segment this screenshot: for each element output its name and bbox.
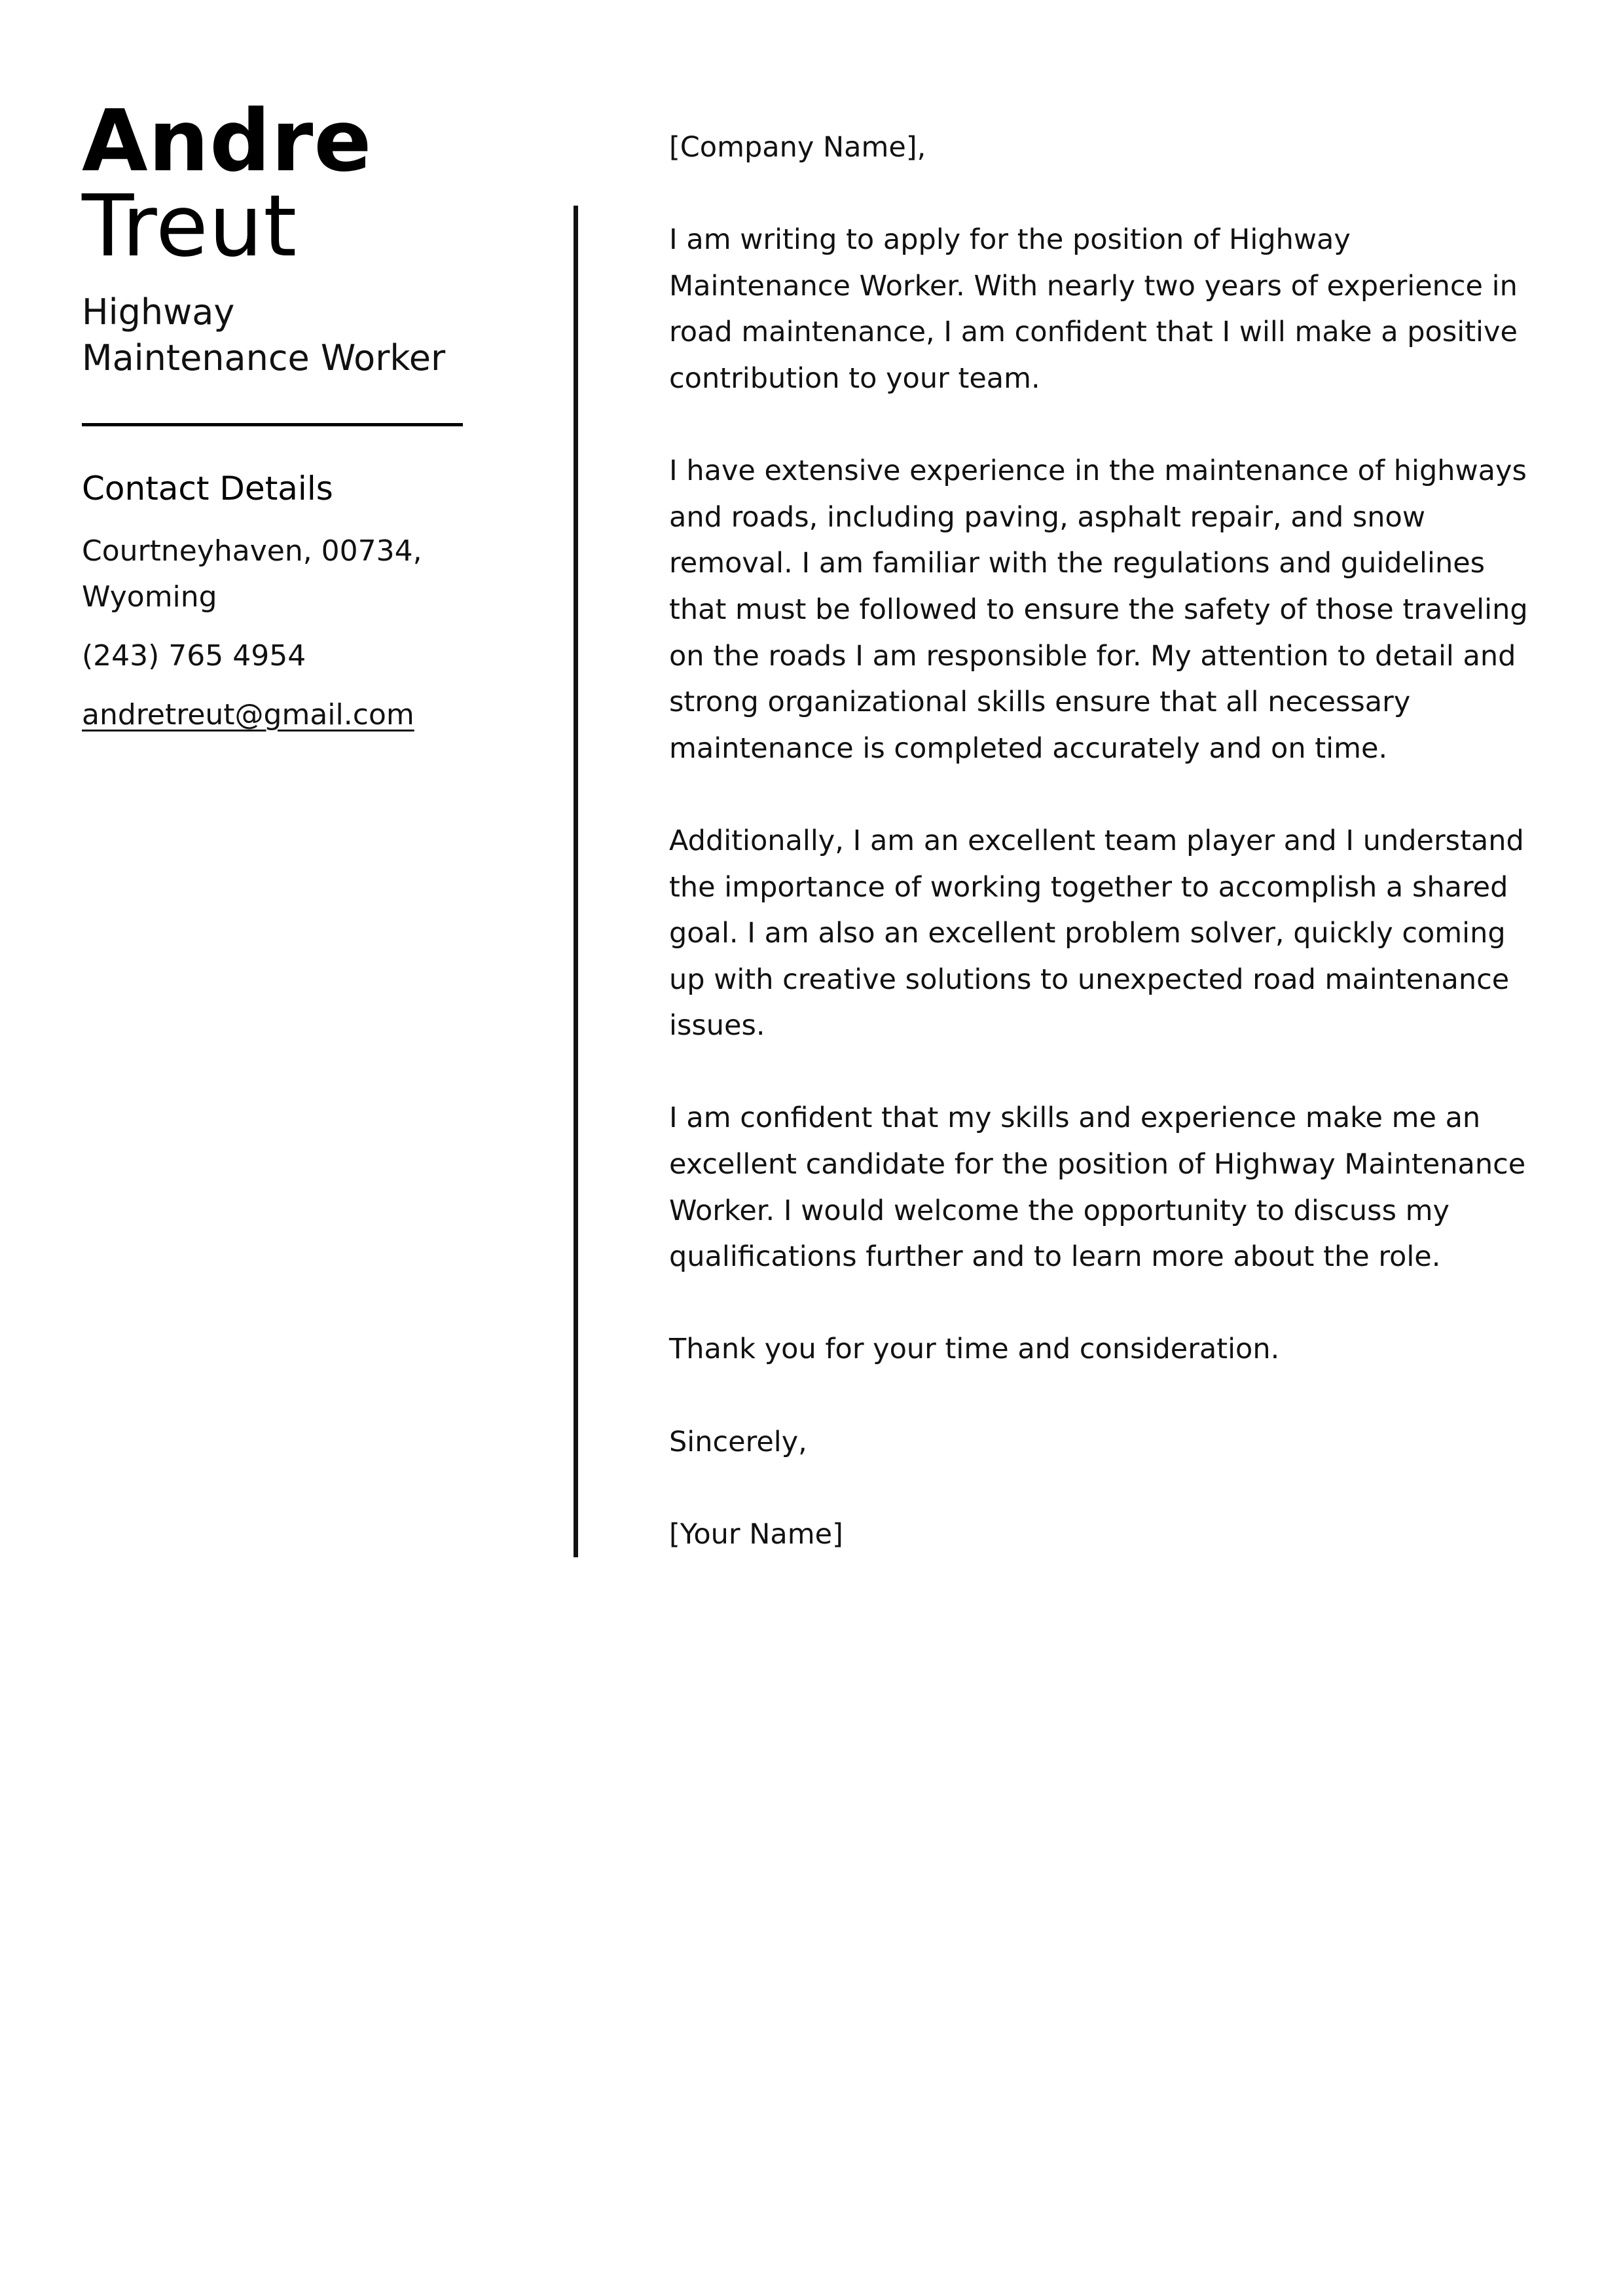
vertical-divider — [574, 206, 578, 1557]
letter-closing: Sincerely, — [669, 1425, 807, 1458]
last-name: Treut — [82, 176, 298, 276]
letter-signature: [Your Name] — [669, 1517, 843, 1551]
sidebar-divider — [82, 423, 463, 426]
letter-body — [669, 124, 1540, 1604]
address-line-1: Courtneyhaven, 00734, — [82, 534, 422, 568]
contact-heading: Contact Details — [82, 470, 333, 508]
address-line-2: Wyoming — [82, 580, 217, 614]
letter-paragraph-4: I am confident that my skills and experience make me an excellent candidate for the position of Highway Maintenance Worker. I would welcome the opportunity to discuss my qualifications further and to learn more about the role. — [669, 1102, 1526, 1274]
first-name: Andre — [82, 91, 373, 191]
letter-paragraph-5: Thank you for your time and consideration. — [669, 1333, 1280, 1366]
contact-address — [82, 528, 468, 620]
job-title — [82, 289, 468, 381]
letter-paragraph-3: Additionally, I am an excellent team player and I understand the importance of working together to accomplish a shared goal. I am also an excellent problem solver, quickly coming up with creative solutions to unexpected road maintenance issues. — [669, 824, 1524, 1043]
letter-salutation: [Company Name], — [669, 131, 926, 164]
letter-paragraph-1: I am writing to apply for the position of Highway Maintenance Worker. With nearly two years of experience in road maintenance, I am confident that I will make a positive contribution to your team. — [669, 223, 1518, 395]
applicant-name — [82, 91, 468, 276]
job-title-line-1: Highway — [82, 291, 235, 333]
contact-email-link[interactable]: andretreut@gmail.com — [82, 698, 414, 731]
contact-phone: (243) 765 4954 — [82, 639, 306, 673]
sidebar — [82, 91, 468, 738]
job-title-line-2: Maintenance Worker — [82, 337, 446, 379]
letter-paragraph-2: I have extensive experience in the maintenance of highways and roads, including paving, asphalt repair, and snow removal. I am familiar with the regulations and guidelines that must be followed to ensure the safety of those traveling on the roads I am responsible for. My attention to detail and strong organizational skills ensure that all necessary maintenance is completed accurately and on time. — [669, 454, 1528, 765]
